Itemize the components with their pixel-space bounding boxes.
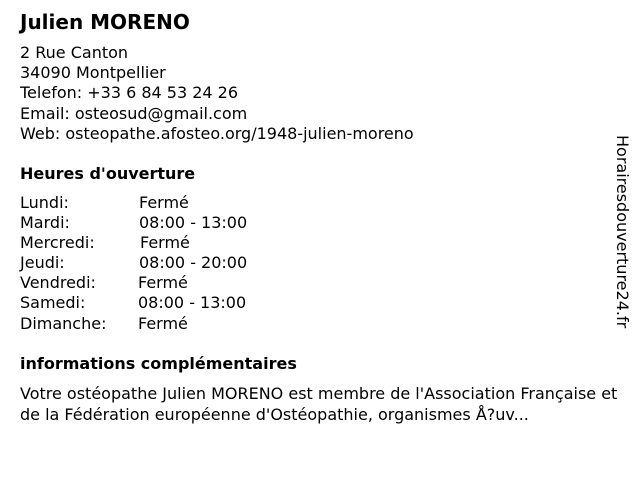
day-label: Samedi: — [20, 293, 86, 313]
email-address: Email: osteosud@gmail.com — [20, 103, 248, 123]
day-hours: Fermé — [138, 273, 188, 293]
street-address: 2 Rue Canton — [20, 43, 129, 62]
additional-info-text: Votre ostéopathe Julien MORENO est membre de l'Association Française et de la Fédération européenne d'Ostéopathie, organismes Å?uv... — [20, 384, 618, 424]
day-hours: Fermé — [138, 313, 188, 333]
phone-number: Telefon: +33 6 84 53 24 26 — [20, 83, 239, 103]
day-hours: Fermé — [139, 193, 189, 212]
day-hours: 08:00 - 13:00 — [138, 293, 247, 313]
day-hours: Fermé — [140, 233, 190, 253]
day-label: Mardi: — [20, 213, 70, 233]
additional-info-heading: informations complémentaires — [20, 354, 297, 373]
day-label: Mercredi: — [20, 233, 95, 253]
practitioner-name: Julien MORENO — [20, 10, 190, 34]
contact-block — [20, 43, 414, 144]
website-address: Web: osteopathe.afosteo.org/1948-julien-moreno — [20, 123, 414, 143]
day-label: Dimanche: — [20, 313, 107, 333]
day-hours: 08:00 - 20:00 — [139, 253, 248, 273]
day-label: Vendredi: — [20, 273, 96, 293]
day-hours: 08:00 - 13:00 — [139, 213, 248, 233]
day-label: Jeudi: — [20, 253, 65, 273]
day-label: Lundi: — [20, 193, 69, 212]
hours-heading: Heures d'ouverture — [20, 164, 196, 183]
city-address: 34090 Montpellier — [20, 63, 166, 83]
site-watermark: Horairesdouverture24.fr — [613, 135, 632, 329]
